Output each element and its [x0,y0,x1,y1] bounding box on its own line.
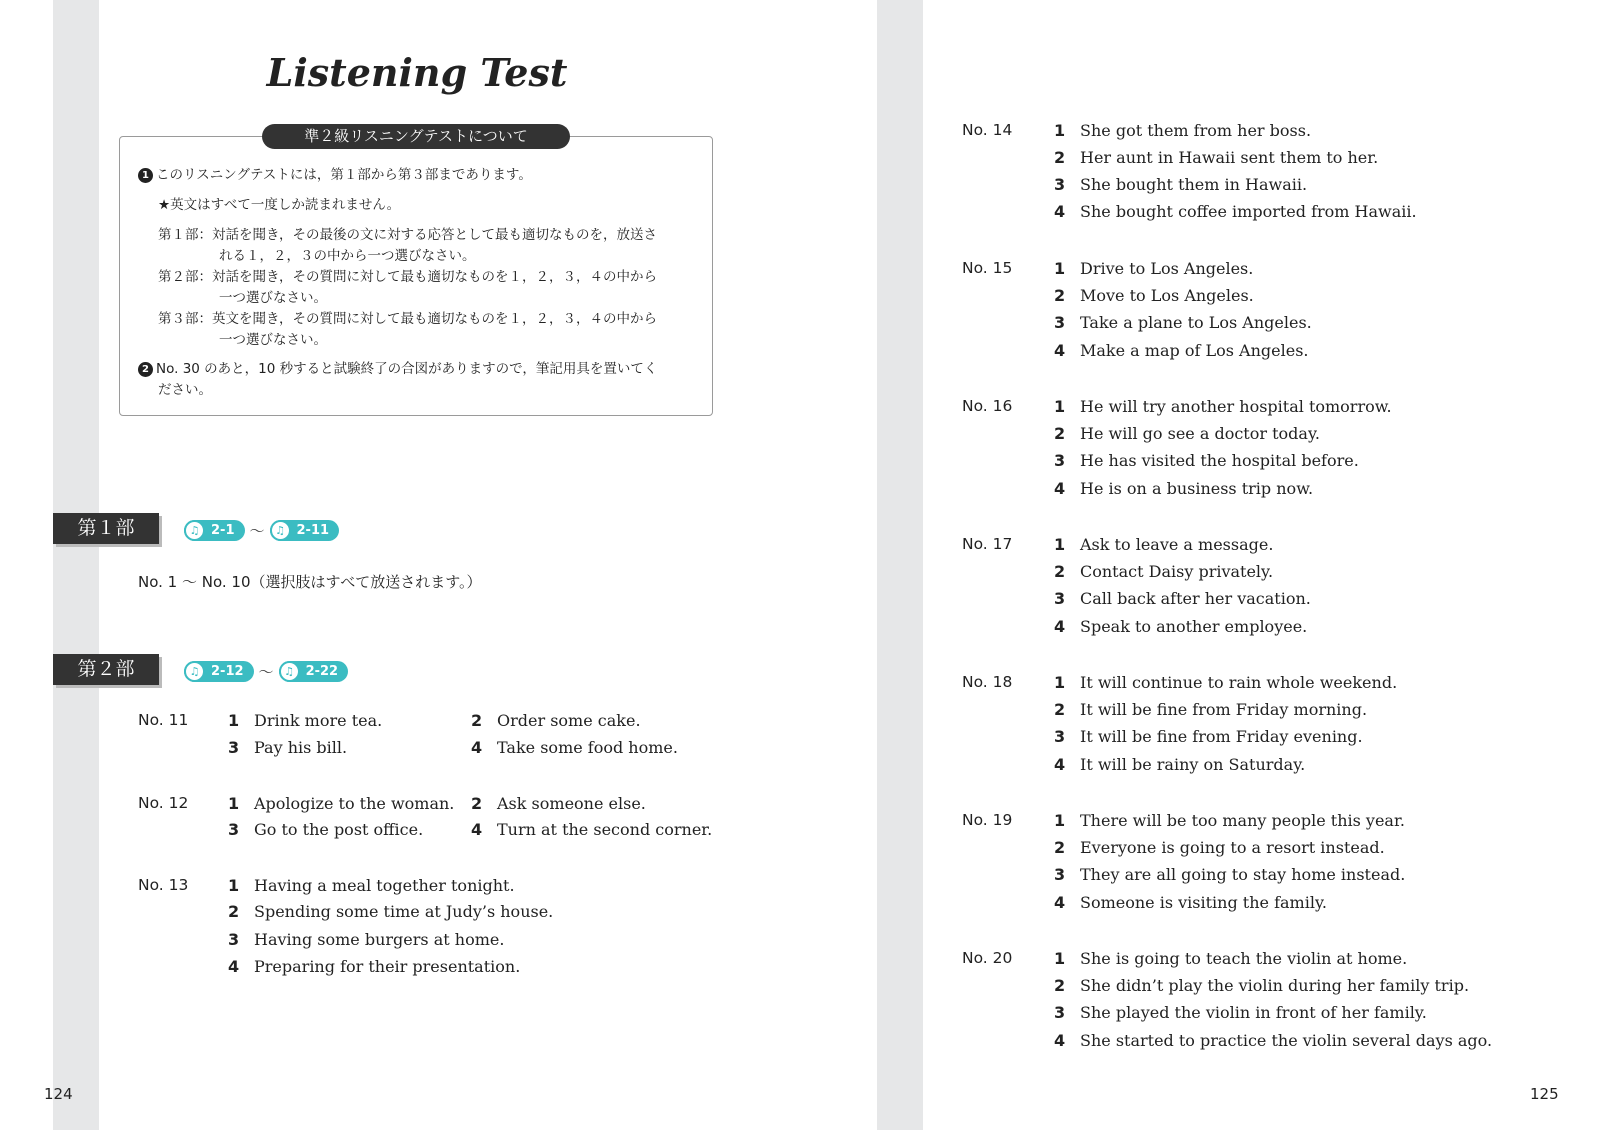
option-text: Move to Los Angeles. [1080,286,1254,305]
question-number: No. 14 [962,121,1013,139]
option-text: It will continue to rain whole weekend. [1080,673,1398,692]
option-number: 1 [228,794,240,813]
option-number: 3 [228,738,240,757]
option-number: 1 [228,711,240,730]
option-number: 4 [1054,617,1066,636]
option-text: Order some cake. [497,711,641,730]
part3-desc-cont: 一つ選びなさい。 [219,332,327,348]
question-number: No. 20 [962,949,1013,967]
circled-number-icon: 1 [138,168,153,183]
option-text: He will try another hospital tomorrow. [1080,397,1392,416]
option-text: Preparing for their presentation. [254,957,521,976]
option-text: Ask to leave a message. [1080,535,1274,554]
part2-label: 第２部 [53,654,159,685]
track-badge: ♫ 2-11 [270,520,340,541]
option-number: 3 [1054,313,1066,332]
option-text: They are all going to stay home instead. [1080,865,1406,884]
option-text: He will go see a doctor today. [1080,424,1320,443]
part3-desc: 第３部：英文を聞き，その質問に対して最も適切なものを１，２，３，４の中から [158,311,657,327]
option-text: Go to the post office. [254,820,424,839]
option-text: It will be rainy on Saturday. [1080,755,1306,774]
option-text: Everyone is going to a resort instead. [1080,838,1385,857]
option-text: He has visited the hospital before. [1080,451,1359,470]
question-number: No. 11 [138,711,189,729]
option-text: She started to practice the violin several days ago. [1080,1031,1493,1050]
page-title: Listening Test [266,50,568,95]
option-number: 1 [1054,811,1066,830]
option-text: She didn’t play the violin during her family trip. [1080,976,1470,995]
question-number: No. 12 [138,794,189,812]
option-text: Drive to Los Angeles. [1080,259,1254,278]
option-number: 3 [1054,1003,1066,1022]
option-number: 4 [471,820,483,839]
option-number: 2 [1054,562,1066,581]
right-margin-stripe [877,0,923,1130]
option-text: Turn at the second corner. [497,820,713,839]
audio-cd-icon: ♫ [184,520,205,541]
option-number: 4 [1054,341,1066,360]
option-number: 2 [228,902,240,921]
option-number: 3 [1054,589,1066,608]
audio-cd-icon: ♫ [279,661,300,682]
question-number: No. 19 [962,811,1013,829]
circled-number-icon: 2 [138,362,153,377]
question-number: No. 13 [138,876,189,894]
part1-description: No. 1 ～ No. 10（選択肢はすべて放送されます。） [138,573,482,591]
audio-cd-icon: ♫ [270,520,291,541]
audio-cd-icon: ♫ [184,661,205,682]
option-number: 2 [471,794,483,813]
option-text: She bought coffee imported from Hawaii. [1080,202,1417,221]
star-note: ★英文はすべて一度しか読まれません。 [158,197,401,213]
track-badge: ♫ 2-12 [184,661,254,682]
option-text: It will be fine from Friday morning. [1080,700,1368,719]
option-number: 3 [1054,865,1066,884]
question-number: No. 15 [962,259,1013,277]
part2-desc: 第２部：対話を聞き，その質問に対して最も適切なものを１，２，３，４の中から [158,269,657,285]
option-text: Someone is visiting the family. [1080,893,1327,912]
option-text: Her aunt in Hawaii sent them to her. [1080,148,1379,167]
option-number: 3 [228,930,240,949]
instructions-tab: 準２級リスニングテストについて [262,124,570,149]
track-badge: ♫ 2-22 [279,661,349,682]
option-text: Call back after her vacation. [1080,589,1311,608]
part2-tracks: ♫ 2-12 ～ ♫ 2-22 [184,660,348,682]
option-text: Spending some time at Judy’s house. [254,902,554,921]
option-text: Take a plane to Los Angeles. [1080,313,1312,332]
part1-label: 第１部 [53,513,159,544]
part1-desc-cont: れる１，２，３の中から一つ選びなさい。 [219,248,476,264]
left-margin-stripe [53,0,99,1130]
instruction-item-2-cont: ださい。 [158,382,212,398]
page-number-left: 124 [44,1085,73,1103]
option-number: 1 [1054,397,1066,416]
option-text: She is going to teach the violin at home. [1080,949,1408,968]
option-text: Take some food home. [497,738,678,757]
option-number: 3 [1054,175,1066,194]
question-number: No. 18 [962,673,1013,691]
option-number: 2 [1054,424,1066,443]
option-number: 1 [1054,535,1066,554]
part2-desc-cont: 一つ選びなさい。 [219,290,327,306]
part1-tracks: ♫ 2-1 ～ ♫ 2-11 [184,519,339,541]
page-number-right: 125 [1530,1085,1559,1103]
option-number: 2 [1054,286,1066,305]
question-number: No. 17 [962,535,1013,553]
option-number: 1 [228,876,240,895]
option-text: Having some burgers at home. [254,930,505,949]
option-number: 4 [1054,479,1066,498]
option-number: 4 [1054,893,1066,912]
instruction-item-2: 2 No. 30 のあと，10 秒すると試験終了の合図がありますので，筆記用具を置いてく [138,359,657,380]
option-text: She got them from her boss. [1080,121,1312,140]
option-text: Make a map of Los Angeles. [1080,341,1309,360]
option-number: 1 [1054,673,1066,692]
option-text: It will be fine from Friday evening. [1080,727,1363,746]
option-text: Apologize to the woman. [254,794,455,813]
track-badge: ♫ 2-1 [184,520,245,541]
option-number: 1 [1054,121,1066,140]
option-text: Having a meal together tonight. [254,876,515,895]
part1-desc: 第１部：対話を聞き，その最後の文に対する応答として最も適切なものを，放送さ [158,227,657,243]
option-number: 3 [1054,727,1066,746]
instruction-item-1: 1 このリスニングテストには，第１部から第３部まであります。 [138,165,532,186]
option-text: Contact Daisy privately. [1080,562,1274,581]
option-text: Speak to another employee. [1080,617,1308,636]
option-number: 3 [1054,451,1066,470]
option-text: There will be too many people this year. [1080,811,1405,830]
option-number: 4 [1054,1031,1066,1050]
option-number: 4 [228,957,240,976]
option-number: 4 [1054,755,1066,774]
option-text: She bought them in Hawaii. [1080,175,1308,194]
option-text: He is on a business trip now. [1080,479,1314,498]
option-number: 4 [471,738,483,757]
option-number: 4 [1054,202,1066,221]
option-number: 2 [1054,838,1066,857]
option-number: 1 [1054,259,1066,278]
question-number: No. 16 [962,397,1013,415]
option-number: 1 [1054,949,1066,968]
option-text: Pay his bill. [254,738,348,757]
option-number: 3 [228,820,240,839]
option-text: She played the violin in front of her family. [1080,1003,1427,1022]
option-text: Ask someone else. [497,794,646,813]
option-number: 2 [1054,700,1066,719]
option-number: 2 [1054,148,1066,167]
option-number: 2 [471,711,483,730]
option-number: 2 [1054,976,1066,995]
option-text: Drink more tea. [254,711,383,730]
